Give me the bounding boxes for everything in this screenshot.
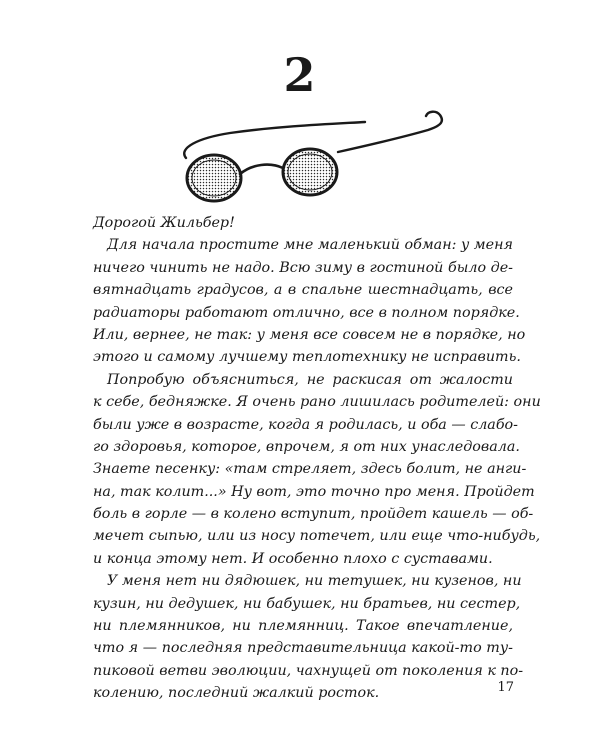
glasses-icon [160,100,460,210]
letter-line: были уже в возрасте, когда я родилась, и оба — слабо- [93,416,518,433]
letter-line: к себе, бедняжке. Я очень рано лишилась родителей: они [93,394,541,411]
letter-line: радиаторы работают отлично, все в полном порядке. [93,304,520,321]
chapter-number: 2 [283,48,317,102]
letter-line: Для начала простите мне маленький обман: у меня [107,237,514,254]
letter-line: Попробую объясниться, не раскисая от жалости [107,371,513,388]
letter-line: ни племянников, ни племянниц. Такое впечатление, [93,618,513,635]
salutation: Дорогой Жильбер! [93,215,235,231]
letter-line: пиковой ветви эволюции, чахнущей от поколения к по- [93,662,524,679]
letter-line: и конца этому нет. И особенно плохо с суставами. [93,550,493,567]
letter-line: кузин, ни дедушек, ни бабушек, ни братьев, ни сестер, [93,595,521,612]
letter-line: У меня нет ни дядюшек, ни тетушек, ни кузенов, ни [107,573,522,590]
letter-line: колению, последний жалкий росток. [93,685,380,702]
letter-line: Или, вернее, не так: у меня все совсем не в порядке, но [93,326,526,343]
letter-line: ничего чинить не надо. Всю зиму в гостиной было де- [93,259,513,276]
letter-line: что я — последняя представительница какой-то ту- [93,640,513,657]
letter-line: го здоровья, которое, впрочем, я от них унаследовала. [93,438,520,455]
letter-line: Знаете песенку: «там стреляет, здесь болит, не анги- [93,461,527,478]
letter-line: вятнадцать градусов, а в спальне шестнадцать, все [93,282,513,299]
letter-line: мечет сыпью, или из носу потечет, или еще что-нибудь, [93,528,541,545]
letter-text [93,212,541,705]
letter-line: этого и самому лучшему теплотехнику не исправить. [93,349,521,366]
letter-line: боль в горле — в колено вступит, пройдет кашель — об- [93,506,534,523]
letter-line: на, так колит...» Ну вот, это точно про меня. Пройдет [93,483,535,500]
page-number: 17 [497,680,514,695]
